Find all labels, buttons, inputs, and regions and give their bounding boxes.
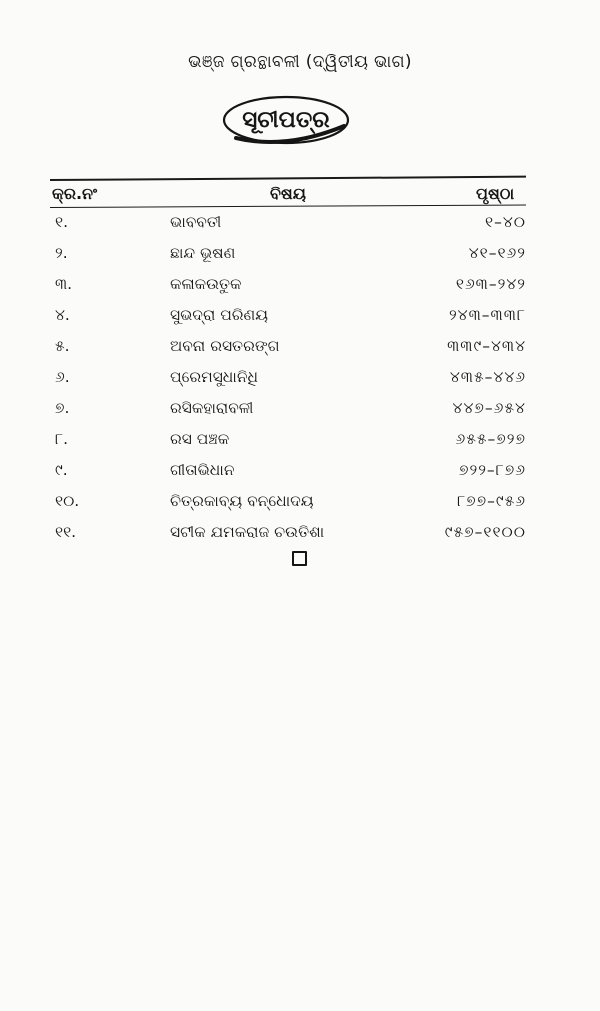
toc-subject: ଛାନ୍ଦ ଭୂଷଣ	[170, 244, 236, 262]
end-square-icon	[292, 551, 307, 566]
toc-row	[0, 206, 600, 237]
toc-subject: ସଟୀକ ଯମକରାଜ ଚଉତିଶା	[170, 523, 325, 541]
toc-number: ୯.	[55, 461, 68, 479]
toc-number: ୪.	[55, 306, 70, 324]
toc-number: ୫.	[55, 337, 70, 355]
toc-row	[0, 299, 600, 330]
toc-subject: ଗୀତାଭିଧାନ	[170, 461, 235, 479]
toc-pages: ୮୭୭–୯୫୬	[457, 492, 526, 510]
column-header-page: ପୃଷ୍ଠା	[476, 184, 515, 203]
toc-subject: ପ୍ରେମସୁଧାନିଧି	[170, 368, 259, 386]
toc-pages: ୪୩୫–୪୪୬	[449, 368, 526, 386]
toc-pages: ୭୨୨–୮୭୬	[459, 461, 526, 479]
toc-list	[0, 206, 600, 547]
table-top-rule	[50, 176, 526, 181]
toc-pages: ୨୪୩–୩୩୮	[448, 306, 526, 324]
toc-subject: ଅବନା ରସତରଙ୍ଗ	[170, 337, 280, 355]
toc-row	[0, 485, 600, 516]
toc-row	[0, 392, 600, 423]
toc-pages: ୯୫୭–୧୧୦୦	[444, 523, 526, 541]
page-title: ସୂଚୀପତ୍ର	[242, 107, 330, 133]
toc-subject: ଭାବବତୀ	[170, 213, 222, 231]
toc-number: ୩.	[55, 275, 73, 293]
running-head: ଭଞ୍ଜ ଗ୍ରନ୍ଥାବଳୀ (ଦ୍ୱିତୀୟ ଭାଗ)	[188, 52, 412, 72]
toc-number: ୭.	[55, 399, 70, 417]
toc-number: ୧୧.	[55, 523, 77, 541]
toc-subject: ରସିକହାରାବଳୀ	[170, 399, 254, 417]
toc-row	[0, 330, 600, 361]
toc-number: ୮.	[55, 430, 69, 448]
toc-row	[0, 423, 600, 454]
toc-number: ୬.	[55, 368, 70, 386]
toc-pages: ୩୩୯–୪୩୪	[447, 337, 526, 355]
toc-pages: ୧୬୩–୨୪୨	[455, 275, 526, 293]
column-header-subject: ବିଷୟ	[270, 184, 306, 203]
toc-row	[0, 237, 600, 268]
toc-pages: ୬୫୫–୭୨୭	[455, 430, 526, 448]
toc-number: ୧୦.	[55, 492, 80, 510]
toc-number: ୨.	[55, 244, 68, 262]
title-badge	[220, 94, 352, 146]
toc-subject: ରସ ପଞ୍ଚକ	[170, 430, 230, 448]
toc-row	[0, 361, 600, 392]
toc-subject: ସୁଭଦ୍ରା ପରିଣୟ	[170, 306, 269, 324]
toc-pages: ୧–୪୦	[485, 213, 526, 231]
toc-row	[0, 516, 600, 547]
toc-row	[0, 454, 600, 485]
toc-subject: କଳାକଉତୁକ	[170, 275, 242, 293]
column-header-number: କ୍ର.ନଂ	[52, 184, 98, 203]
toc-number: ୧.	[55, 213, 69, 231]
toc-subject: ଚିତ୍ରକାବ୍ୟ ବନ୍ଧୋଦୟ	[170, 492, 314, 510]
toc-pages: ୪୪୭–୬୫୪	[452, 399, 526, 417]
toc-row	[0, 268, 600, 299]
toc-pages: ୪୧–୧୬୨	[468, 244, 526, 262]
